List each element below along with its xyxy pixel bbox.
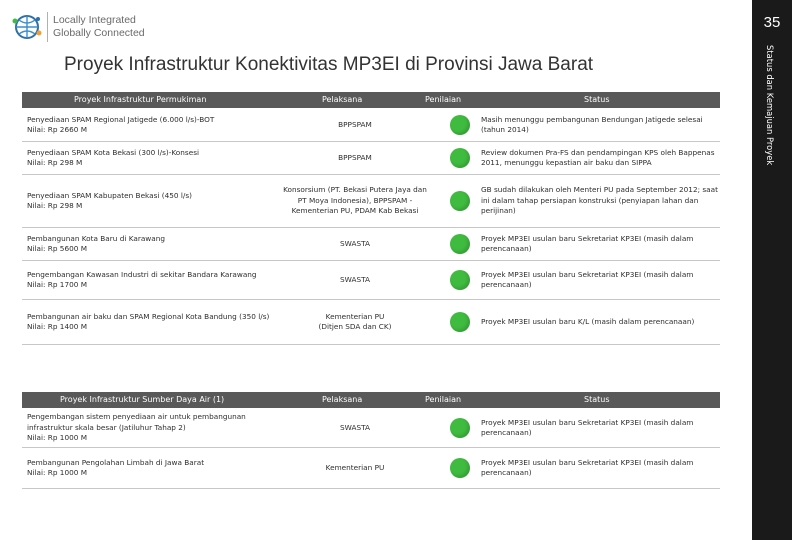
logo-separator xyxy=(47,12,48,42)
status-text: Review dokumen Pra-FS dan pendampingan KPS oleh Bappenas 2011, menunggu kepastian air baku dan SIPPA xyxy=(481,147,715,167)
project-name: Pembangunan Kota Baru di Karawang Nilai: Rp 5600 M xyxy=(27,233,165,253)
table-row xyxy=(22,409,720,448)
table-row xyxy=(22,175,720,228)
table-row xyxy=(22,448,720,489)
status-green-dot xyxy=(450,312,470,332)
status-green-dot xyxy=(450,234,470,254)
header-project: Proyek Infrastruktur Sumber Daya Air (1) xyxy=(60,395,225,404)
header-status: Status xyxy=(584,95,610,104)
status-text: Masih menunggu pembangunan Bendungan Jatigede selesai (tahun 2014) xyxy=(481,114,703,134)
project-name: Penyediaan SPAM Regional Jatigede (6.000 l/s)-BOT Nilai: Rp 2660 M xyxy=(27,114,215,134)
status-text: Proyek MP3EI usulan baru Sekretariat KP3EI (masih dalam perencanaan) xyxy=(481,233,694,253)
status-text: Proyek MP3EI usulan baru Sekretariat KP3EI (masih dalam perencanaan) xyxy=(481,457,694,477)
executor: SWASTA xyxy=(340,274,370,284)
table-row xyxy=(22,261,720,300)
header-executor: Pelaksana xyxy=(322,95,363,104)
header-project: Proyek Infrastruktur Permukiman xyxy=(74,95,207,104)
project-name: Pengembangan Kawasan Industri di sekitar Bandara Karawang Nilai: Rp 1700 M xyxy=(27,269,257,289)
table-row xyxy=(22,109,720,142)
status-green-dot xyxy=(450,148,470,168)
header-rating: Penilaian xyxy=(425,95,462,104)
executor: SWASTA xyxy=(340,238,370,248)
status-text: GB sudah dilakukan oleh Menteri PU pada September 2012; saat ini dalam tahap persiapan konstruksi (penyiapan lahan dan perijinan) xyxy=(481,185,718,216)
status-green-dot xyxy=(450,191,470,211)
status-text: Proyek MP3EI usulan baru K/L (masih dalam perencanaan) xyxy=(481,316,695,326)
header-status: Status xyxy=(584,395,610,404)
logo-text xyxy=(53,14,145,40)
table-header xyxy=(22,392,720,408)
project-name: Pembangunan air baku dan SPAM Regional Kota Bandung (350 l/s) Nilai: Rp 1400 M xyxy=(27,311,270,331)
status-green-dot xyxy=(450,270,470,290)
status-green-dot xyxy=(450,418,470,438)
status-text: Proyek MP3EI usulan baru Sekretariat KP3EI (masih dalam perencanaan) xyxy=(481,417,694,437)
status-text: Proyek MP3EI usulan baru Sekretariat KP3EI (masih dalam perencanaan) xyxy=(481,269,694,289)
globe-logo-icon xyxy=(10,12,44,42)
logo-line-2: Globally Connected xyxy=(53,27,145,39)
executor: SWASTA xyxy=(340,422,370,432)
logo-line-1: Locally Integrated xyxy=(53,14,136,26)
status-green-dot xyxy=(450,458,470,478)
project-name: Penyediaan SPAM Kota Bekasi (300 l/s)-Konsesi Nilai: Rp 298 M xyxy=(27,147,200,167)
project-name: Penyediaan SPAM Kabupaten Bekasi (450 l/s) Nilai: Rp 298 M xyxy=(27,190,193,210)
page-title: Proyek Infrastruktur Konektivitas MP3EI di Provinsi Jawa Barat xyxy=(64,54,594,75)
table-row xyxy=(22,300,720,345)
project-name: Pembangunan Pengolahan Limbah di Jawa Barat Nilai: Rp 1000 M xyxy=(27,457,205,477)
side-section-label: Status dan Kemajuan Proyek xyxy=(765,45,775,166)
table-header xyxy=(22,92,720,108)
status-green-dot xyxy=(450,115,470,135)
table-row xyxy=(22,228,720,261)
table-row xyxy=(22,142,720,175)
executor: BPPSPAM xyxy=(338,119,372,129)
project-name: Pengembangan sistem penyediaan air untuk pembangunan infrastruktur skala besar (Jatiluhur Tahap 2) Nilai: Rp 1000 M xyxy=(27,412,246,443)
executor: Kementerian PU xyxy=(325,462,385,472)
page-number: 35 xyxy=(763,14,781,31)
executor: BPPSPAM xyxy=(338,152,372,162)
executor: Konsorsium (PT. Bekasi Putera Jaya dan PT Moya Indonesia), BPPSPAM - Kementerian PU, PDAM Kab Bekasi xyxy=(283,185,427,216)
header-rating: Penilaian xyxy=(425,395,462,404)
executor: Kementerian PU (Ditjen SDA dan CK) xyxy=(318,311,392,331)
header-executor: Pelaksana xyxy=(322,395,363,404)
